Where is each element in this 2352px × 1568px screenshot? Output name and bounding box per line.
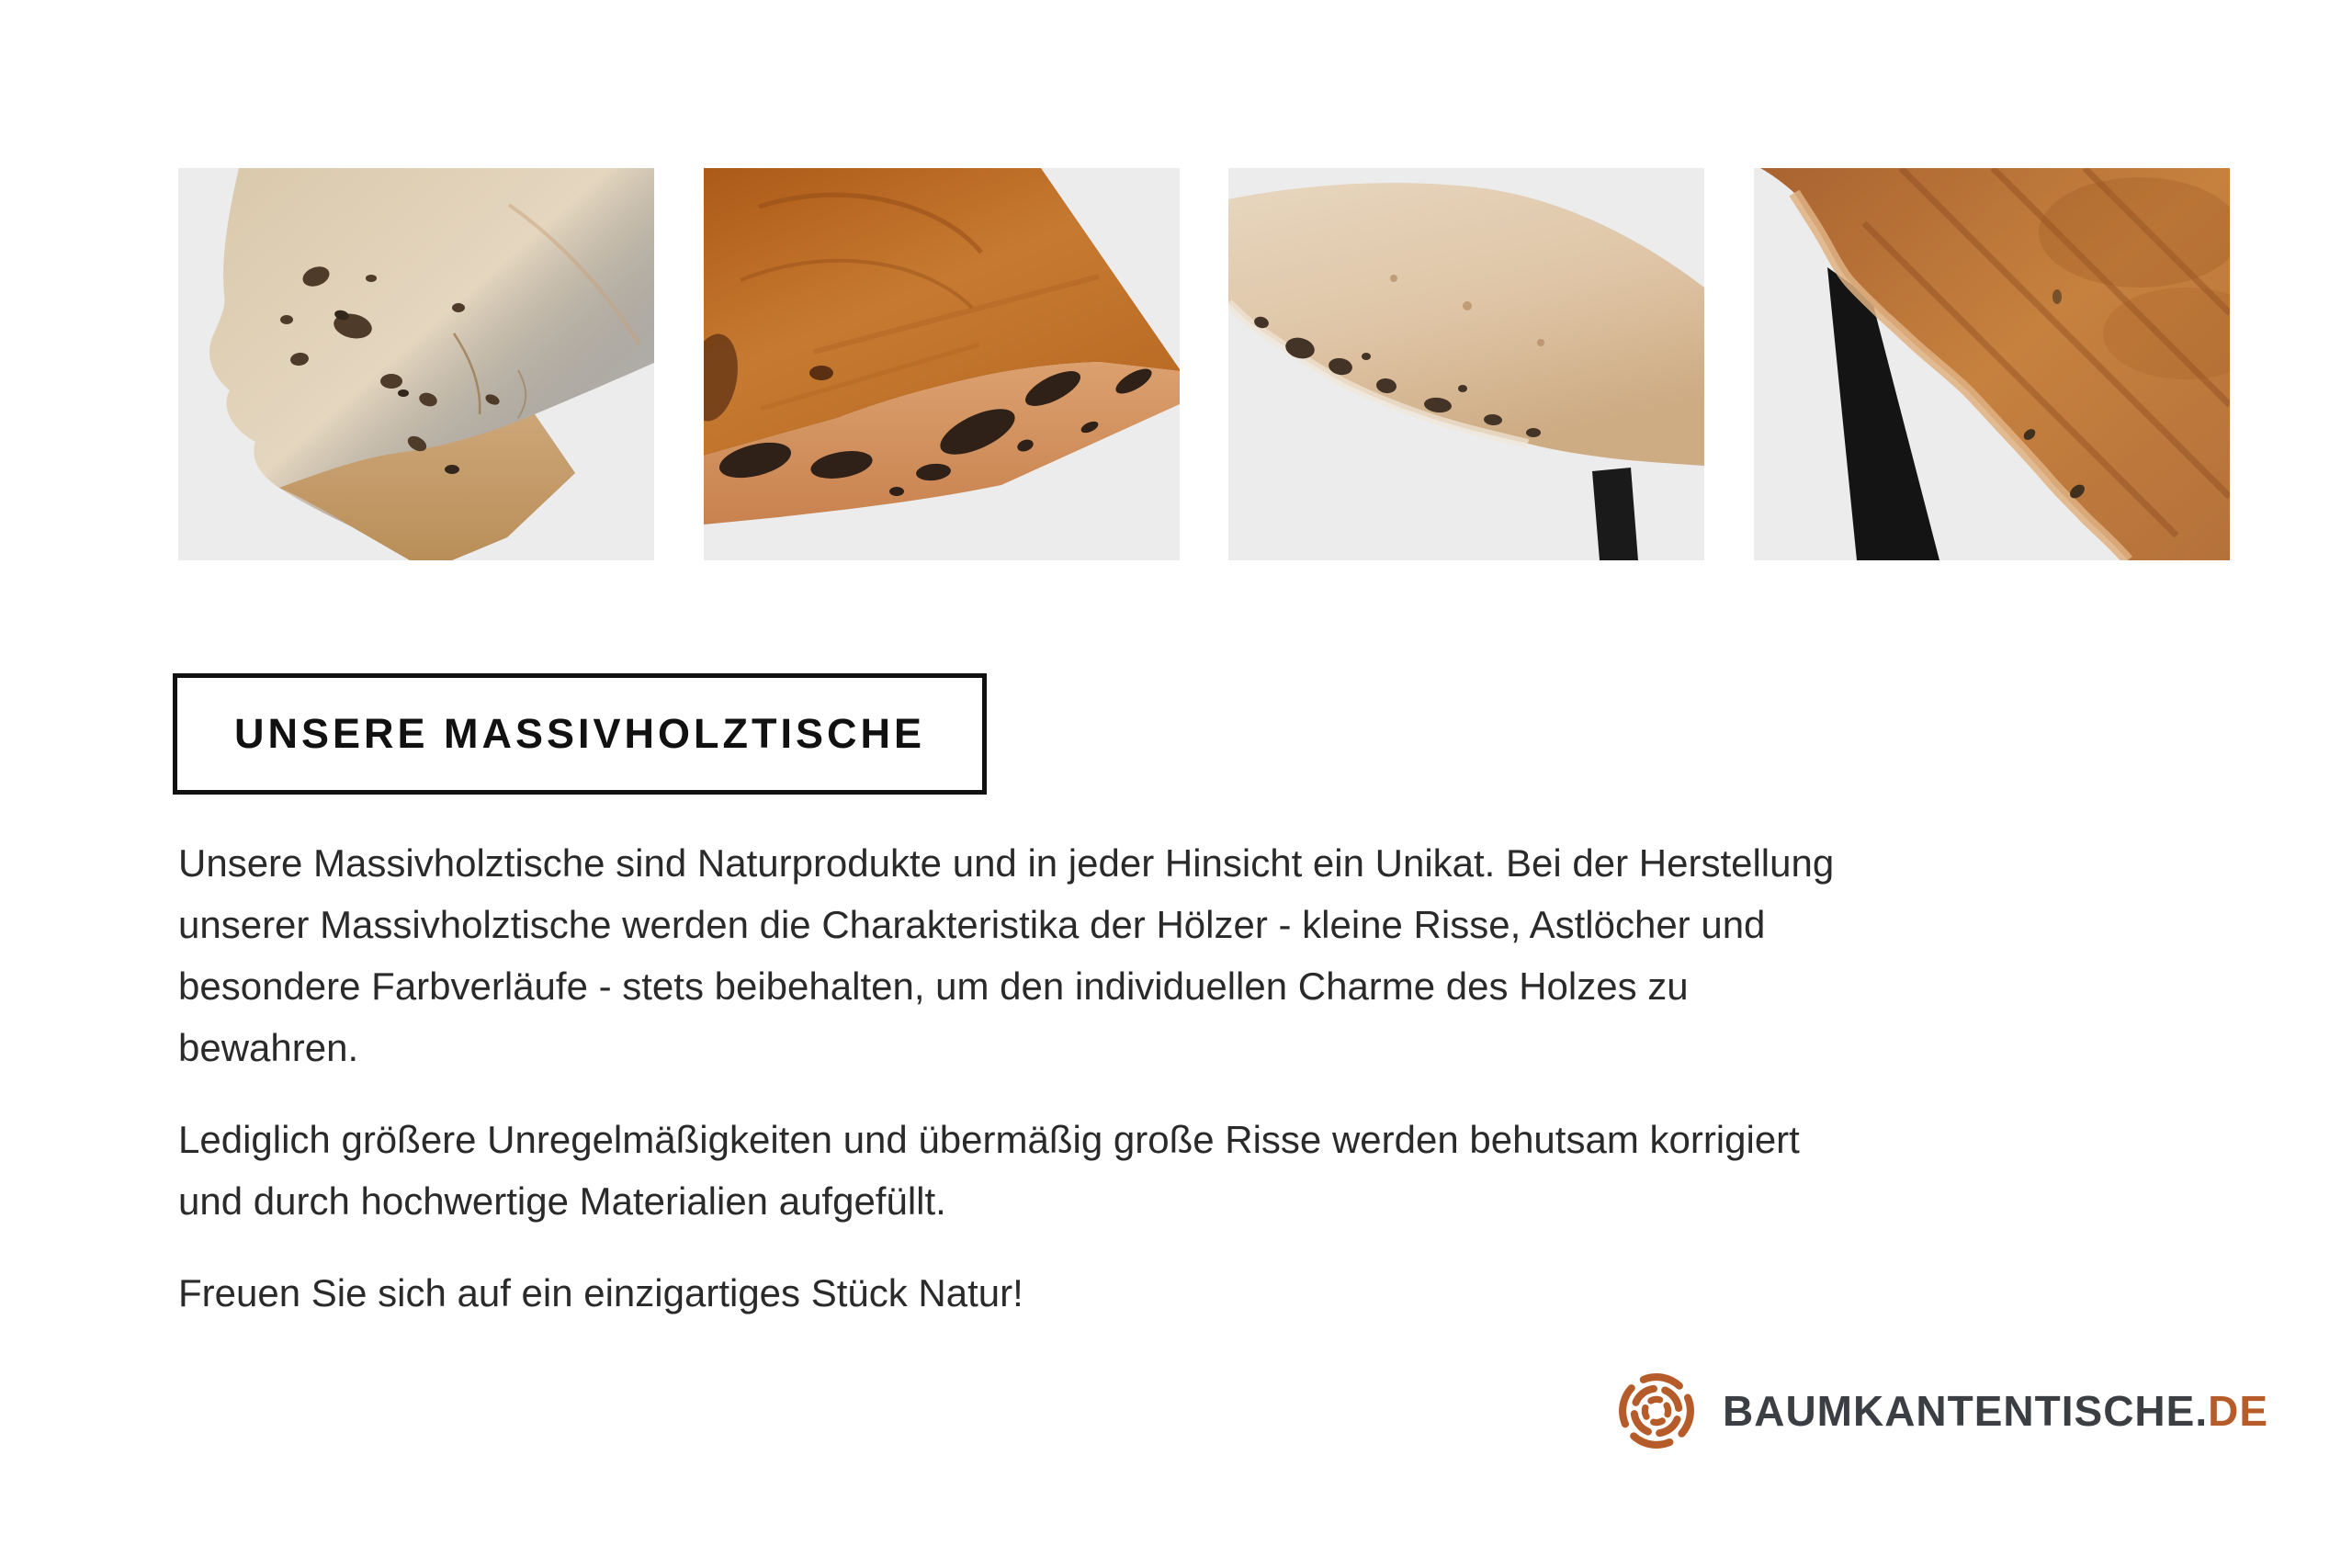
- brand-name: [1723, 1386, 2268, 1436]
- text-line: und durch hochwertige Materialien aufgefüllt.: [178, 1179, 946, 1223]
- description-text: [178, 832, 1834, 1354]
- text-line: besondere Farbverläufe - stets beibehalten, um den individuellen Charme des Holzes zu: [178, 964, 1689, 1008]
- text-line: bewahren.: [178, 1026, 359, 1069]
- live-edge-orange-slab-illustration: [704, 168, 1180, 560]
- wood-photo-4: [1754, 168, 2230, 560]
- live-edge-corner-pale-illustration: [178, 168, 654, 560]
- photo-gallery: [178, 168, 2230, 560]
- wood-photo-3: [1228, 168, 1704, 560]
- text-line: Freuen Sie sich auf ein einzigartiges Stück Natur!: [178, 1271, 1023, 1314]
- paragraph-2: [178, 1109, 1834, 1232]
- text-line: Unsere Massivholztische sind Naturprodukte und in jeder Hinsicht ein Unikat. Bei der Herstellung: [178, 841, 1835, 885]
- live-edge-closeup-leg-illustration: [1754, 168, 2230, 560]
- text-line: unserer Massivholztische werden die Charakteristika der Hölzer - kleine Risse, Astlöcher und: [178, 903, 1766, 946]
- wood-photo-1: [178, 168, 654, 560]
- section-title-box: [173, 673, 987, 795]
- brand-name-tld: DE: [2208, 1387, 2269, 1435]
- brand-name-main: BAUMKANTENTISCHE.: [1723, 1387, 2209, 1435]
- paragraph-1: [178, 832, 1834, 1078]
- section-title: UNSERE MASSIVHOLZTISCHE: [233, 710, 926, 757]
- paragraph-3: [178, 1262, 1834, 1324]
- tree-rings-icon: [1615, 1370, 1698, 1452]
- brand-logo[interactable]: [1615, 1370, 2268, 1452]
- live-edge-tabletop-leg-illustration: [1228, 168, 1704, 560]
- text-line: Lediglich größere Unregelmäßigkeiten und übermäßig große Risse werden behutsam korrigiert: [178, 1118, 1800, 1161]
- wood-photo-2: [704, 168, 1180, 560]
